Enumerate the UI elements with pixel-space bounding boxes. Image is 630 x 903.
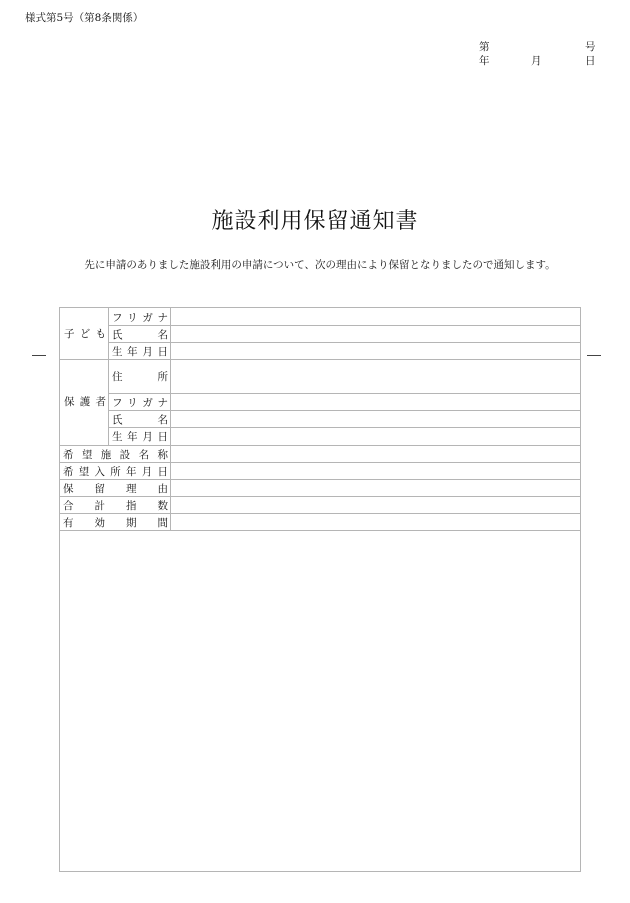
guardian-group-label: 保 護 者 xyxy=(64,396,106,408)
desired-entry-date-label: 希 望 入 所 年 月 日 xyxy=(63,465,168,478)
guardian-name-label: 氏 名 xyxy=(112,413,168,426)
doc-number-prefix: 第 xyxy=(479,41,490,53)
guardian-furigana-label: フ リ ガ ナ xyxy=(112,396,168,409)
date-month-label: 月 xyxy=(531,55,542,67)
guardian-address-label: 住 所 xyxy=(112,371,168,383)
row-line xyxy=(60,530,580,531)
hold-reason-label: 保 留 理 由 xyxy=(63,482,168,495)
date-day-label: 日 xyxy=(585,55,596,67)
date-year-label: 年 xyxy=(479,55,490,67)
child-name-label: 氏 名 xyxy=(112,328,168,341)
validity-period-label: 有 効 期 間 xyxy=(63,516,168,529)
doc-number-suffix: 号 xyxy=(585,41,596,53)
child-furigana-label: フ リ ガ ナ xyxy=(112,311,168,324)
row-line xyxy=(108,393,580,394)
page-title: 施設利用保留通知書 xyxy=(211,209,419,234)
guardian-birthdate-label: 生 年 月 日 xyxy=(112,431,168,443)
row-line xyxy=(108,342,580,343)
total-index-label: 合 計 指 数 xyxy=(63,499,168,512)
child-birthdate-label: 生 年 月 日 xyxy=(112,345,168,358)
info-table xyxy=(59,307,581,872)
row-line xyxy=(108,325,580,326)
row-line xyxy=(108,427,580,428)
left-fold-mark xyxy=(32,355,46,356)
form-number: 様式第5号（第8条関係） xyxy=(25,12,144,24)
child-group-label: 子 ど も xyxy=(64,328,106,340)
right-fold-mark xyxy=(587,355,601,356)
lead-text: 先に申請のありました施設利用の申請について、次の理由により保留となりましたので通知します。 xyxy=(84,259,556,271)
desired-facility-label: 希 望 施 設 名 称 xyxy=(63,448,168,461)
row-line xyxy=(108,410,580,411)
group-divider-line xyxy=(108,308,109,445)
